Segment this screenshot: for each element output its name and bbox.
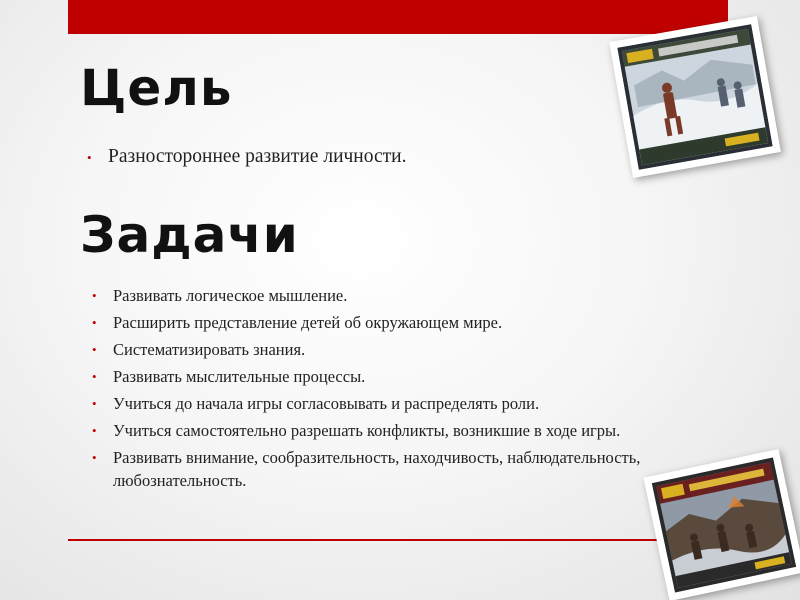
- task-item-text: Развивать внимание, сообразительность, находчивость, наблюдательность, любознательность.: [113, 448, 641, 490]
- goal-item-text: Разностороннее развитие личности.: [108, 146, 407, 167]
- task-item-text: Развивать логическое мышление.: [113, 286, 348, 305]
- game-box-photo-2: [643, 449, 800, 600]
- task-item: [85, 446, 725, 492]
- task-item: [85, 284, 725, 307]
- bullet-icon: •: [92, 315, 97, 330]
- task-item: [85, 419, 725, 442]
- bullet-icon: •: [92, 450, 97, 465]
- game-box-photo-1: [609, 16, 781, 178]
- bottom-divider: [68, 539, 673, 541]
- bullet-icon: •: [92, 288, 97, 303]
- task-item-text: Развивать мыслительные процессы.: [113, 367, 366, 386]
- goal-list: [80, 144, 600, 170]
- bullet-icon: •: [92, 423, 97, 438]
- task-item: [85, 392, 725, 415]
- goal-item: [80, 144, 600, 170]
- tasks-list: [85, 284, 725, 496]
- task-item: [85, 311, 725, 334]
- bullet-icon: •: [87, 150, 92, 165]
- task-item-text: Учиться самостоятельно разрешать конфликты, возникшие в ходе игры.: [113, 421, 621, 440]
- task-item-text: Расширить представление детей об окружающем мире.: [113, 313, 503, 332]
- goal-heading: Цель: [80, 59, 233, 117]
- game-box-image-1: [617, 24, 772, 170]
- task-item-text: Учиться до начала игры согласовывать и распределять роли.: [113, 394, 540, 413]
- task-item: [85, 338, 725, 361]
- tasks-heading: Задачи: [80, 206, 299, 264]
- top-accent-bar: [68, 0, 728, 34]
- bullet-icon: •: [92, 342, 97, 357]
- bullet-icon: •: [92, 396, 97, 411]
- bullet-icon: •: [92, 369, 97, 384]
- task-item: [85, 365, 725, 388]
- game-box-image-2: [652, 457, 797, 592]
- task-item-text: Систематизировать знания.: [113, 340, 306, 359]
